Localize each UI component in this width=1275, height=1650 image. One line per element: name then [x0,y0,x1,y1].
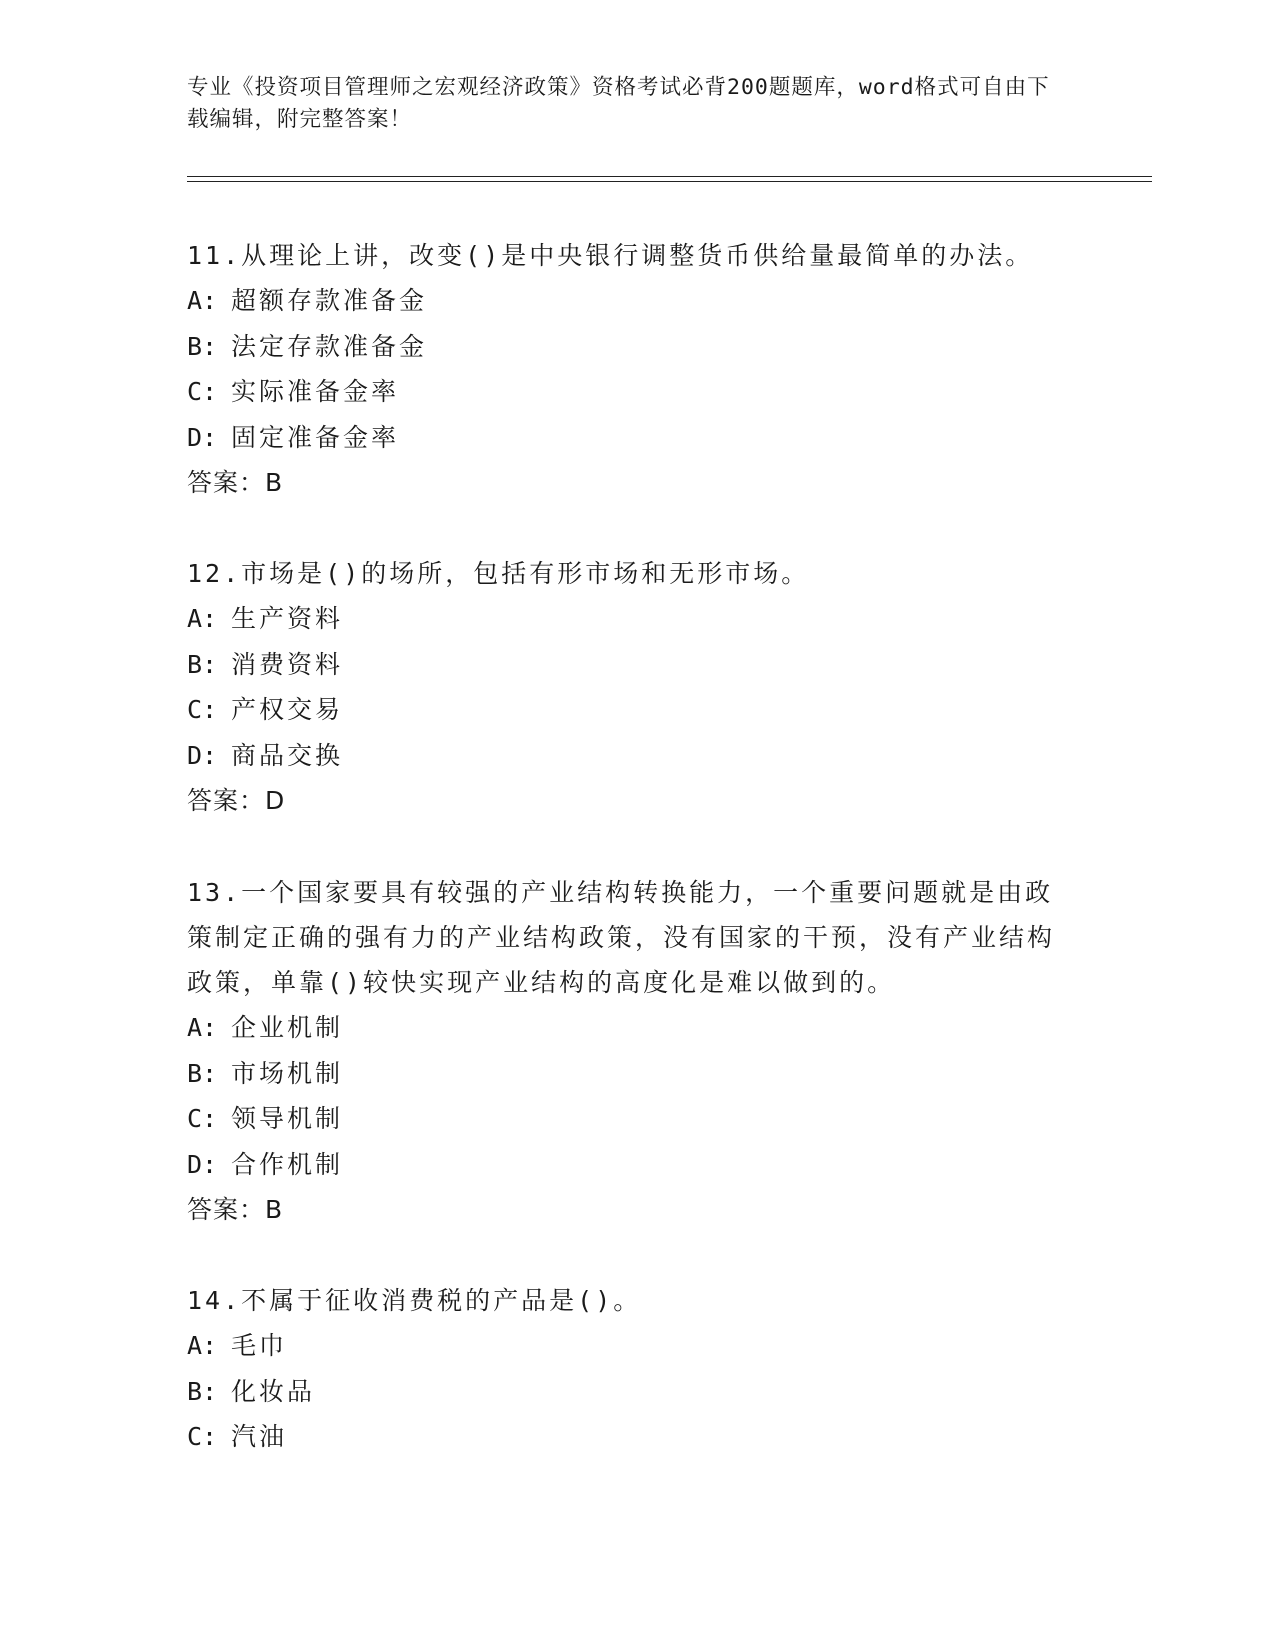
answer-line: 答案：B [187,1195,284,1224]
question-stem: 11.从理论上讲，改变()是中央银行调整货币供给量最简单的办法。 [187,241,1034,270]
option-text: 汽油 [231,1422,288,1451]
option-text: 企业机制 [231,1013,344,1042]
option-b [187,1369,1077,1415]
header-divider [187,181,1152,182]
option-letter: C: [187,695,218,724]
option-letter: B: [187,1058,218,1088]
option-d [187,733,1077,779]
option-letter: C: [187,1422,218,1451]
option-text: 商品交换 [231,740,344,770]
option-c [187,369,1077,415]
question-block [187,1278,1077,1460]
document-header: 专业《投资项目管理师之宏观经济政策》资格考试必背200题题库，word格式可自由下载编辑，附完整答案！ [187,75,1050,132]
option-b [187,642,1077,688]
question-block [187,870,1077,1233]
header-divider [187,176,1152,177]
option-a [187,596,1077,642]
option-text: 产权交易 [231,695,344,724]
option-text: 实际准备金率 [231,377,400,406]
option-letter: C: [187,1104,218,1133]
answer-line: 答案：B [187,468,284,497]
answer-line: 答案：D [187,786,286,815]
question-block [187,551,1077,824]
option-text: 法定存款准备金 [231,331,428,361]
option-text: 领导机制 [231,1104,344,1133]
question-stem: 14.不属于征收消费税的产品是()。 [187,1286,642,1315]
question-stem: 12.市场是()的场所，包括有形市场和无形市场。 [187,559,810,588]
option-d [187,415,1077,461]
option-letter: A: [187,1331,218,1360]
option-text: 固定准备金率 [231,422,400,452]
option-letter: D: [187,740,218,770]
option-text: 化妆品 [231,1376,316,1406]
question-block [187,233,1077,506]
option-letter: A: [187,604,218,633]
option-c [187,687,1077,733]
option-text: 生产资料 [231,604,344,633]
option-letter: D: [187,1149,218,1179]
question-stem: 13.一个国家要具有较强的产业结构转换能力，一个重要问题就是由政策制定正确的强有力的产业结构政策，没有国家的干预，没有产业结构政策，单靠()较快实现产业结构的高度化是难以做到的。 [187,878,1056,997]
option-text: 超额存款准备金 [231,286,428,315]
option-text: 消费资料 [231,649,344,679]
option-a [187,278,1077,324]
option-d [187,1142,1077,1188]
option-letter: A: [187,1013,218,1042]
option-a [187,1005,1077,1051]
option-letter: B: [187,1376,218,1406]
option-text: 市场机制 [231,1058,344,1088]
option-letter: B: [187,649,218,679]
option-b [187,324,1077,370]
option-text: 毛巾 [231,1331,288,1360]
option-letter: B: [187,331,218,361]
option-letter: C: [187,377,218,406]
option-a [187,1323,1077,1369]
option-letter: D: [187,422,218,452]
option-c [187,1096,1077,1142]
option-c [187,1414,1077,1460]
option-letter: A: [187,286,218,315]
option-b [187,1051,1077,1097]
option-text: 合作机制 [231,1149,344,1179]
